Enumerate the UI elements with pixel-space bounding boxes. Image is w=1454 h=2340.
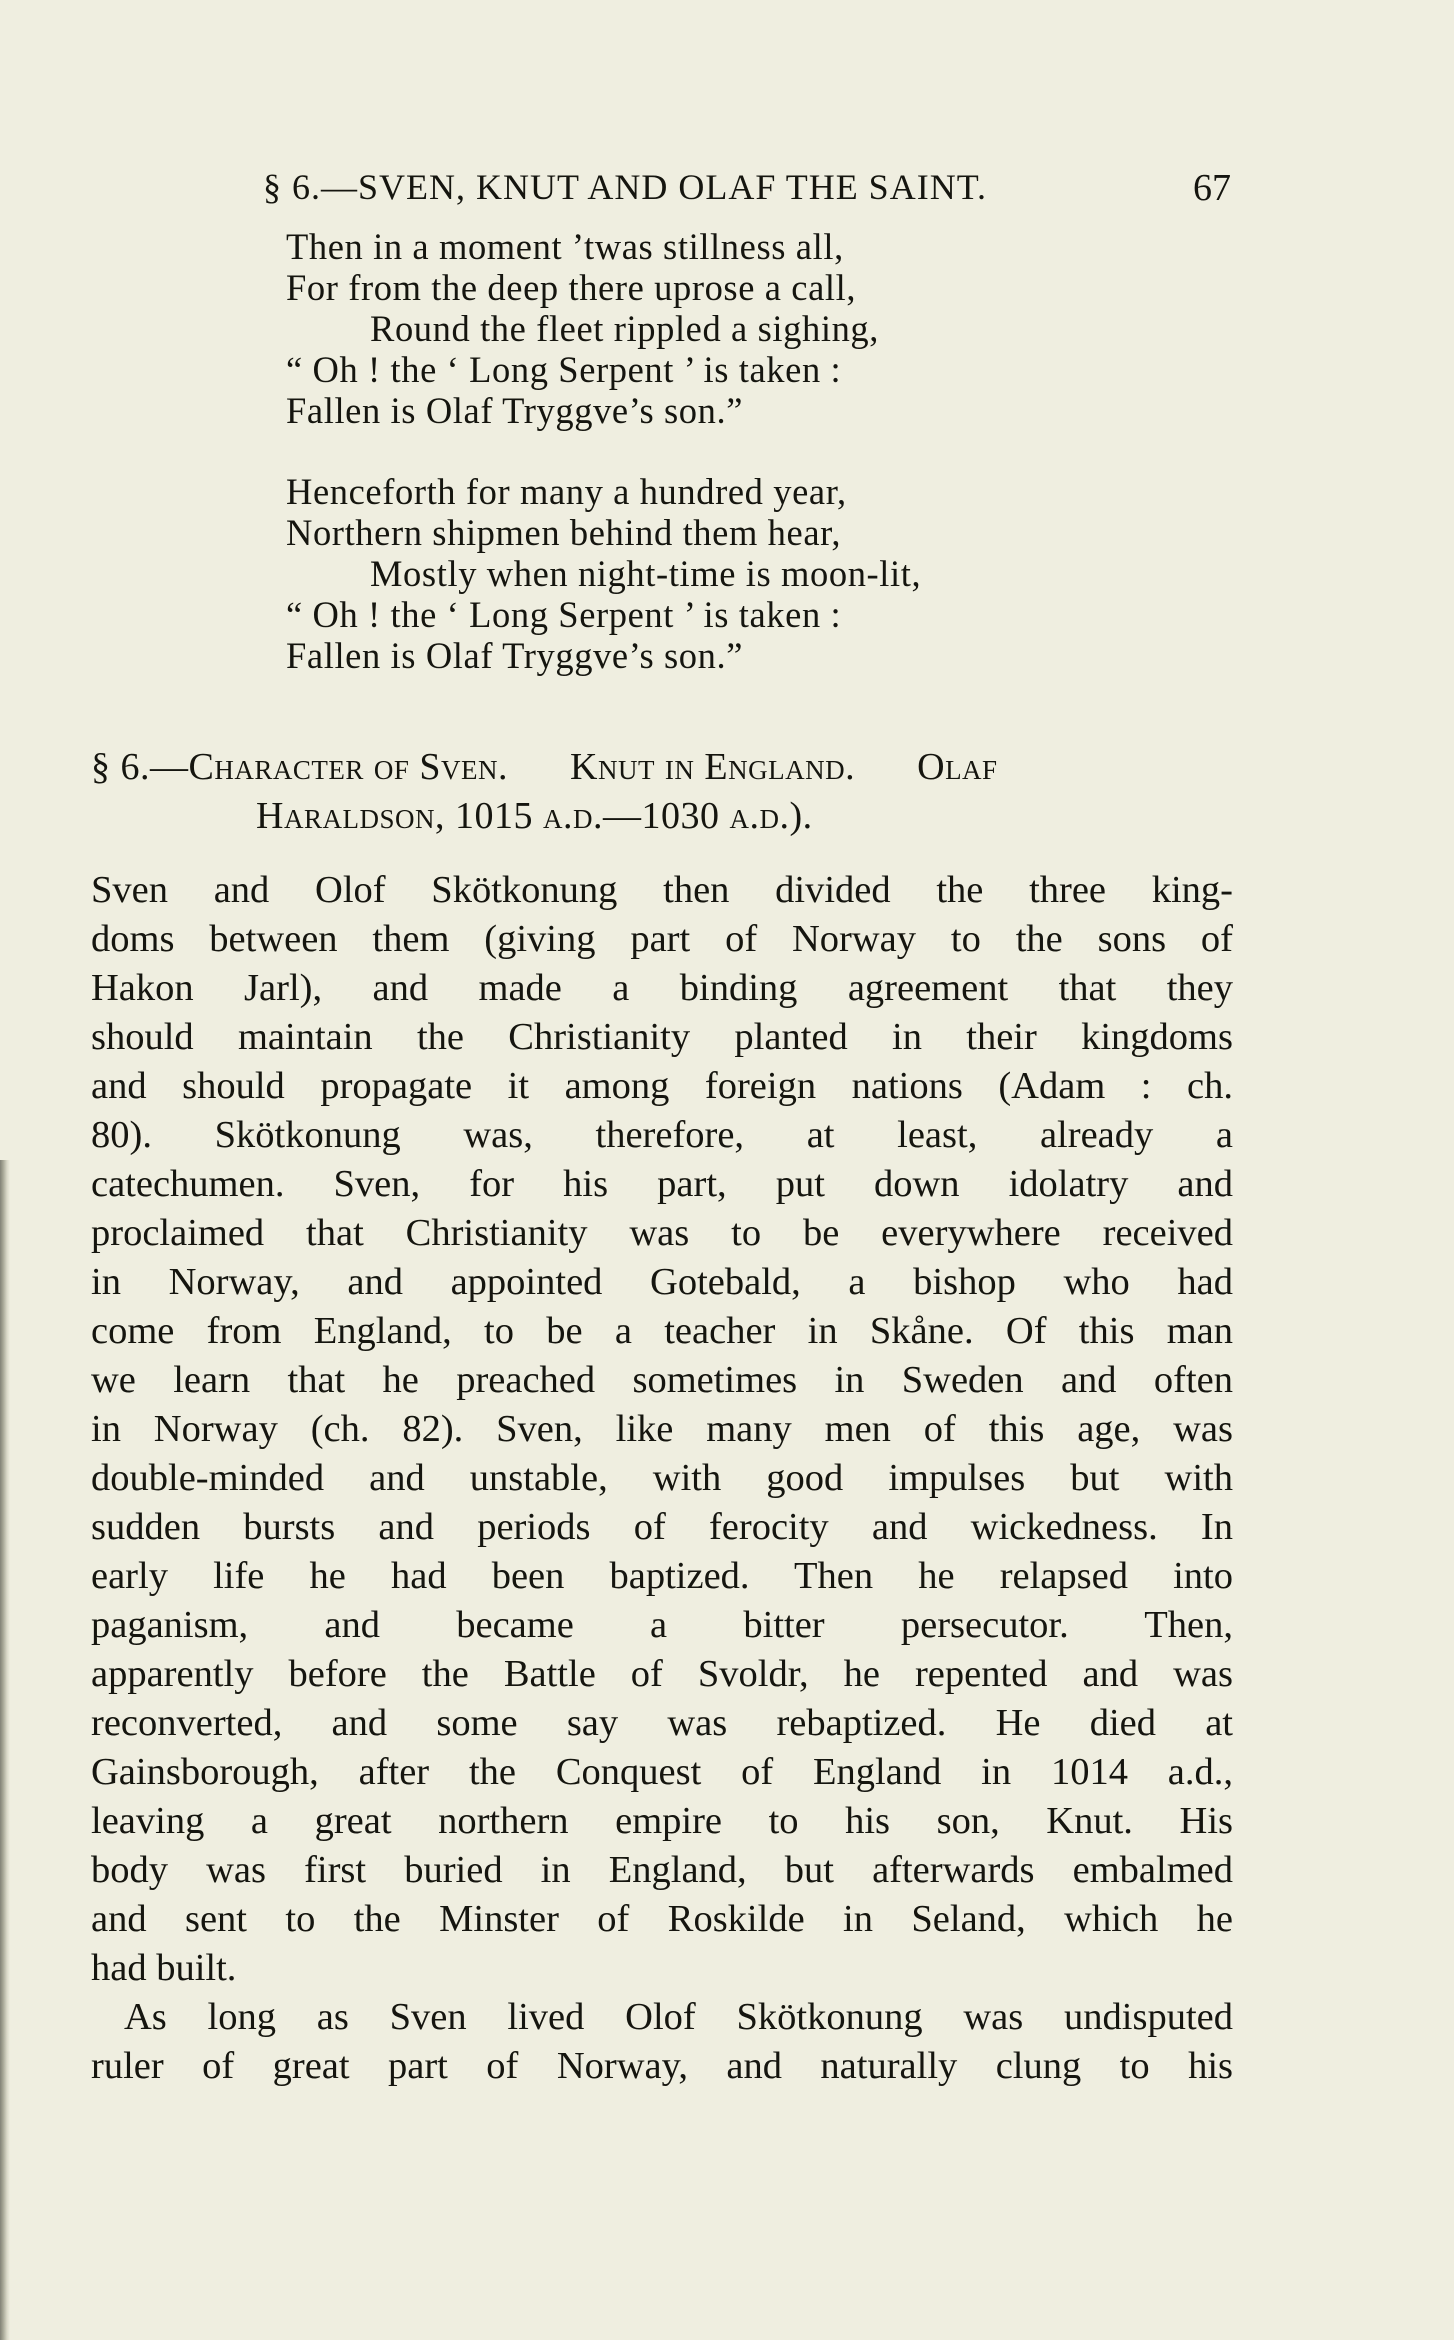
text-line: leaving a great northern empire to his son, Knut. His (91, 1800, 1233, 1842)
poem-line: “ Oh ! the ‘ Long Serpent ’ is taken : (286, 594, 842, 635)
poem-line: Round the fleet rippled a sighing, (370, 308, 879, 349)
section-title-part: Olaf (917, 746, 998, 788)
text-line: and should propagate it among foreign nations (Adam : ch. (91, 1065, 1233, 1107)
page-number: 67 (1193, 167, 1231, 209)
paragraph (91, 1993, 1233, 2091)
section-heading (91, 743, 1231, 841)
section-title-part: Character of Sven. (188, 746, 508, 788)
text-line: should maintain the Christianity planted in their kingdoms (91, 1016, 1233, 1058)
text-line: Gainsborough, after the Conquest of England in 1014 a.d., (91, 1751, 1233, 1793)
poem-line: Fallen is Olaf Tryggve’s son.” (286, 635, 744, 676)
text-line: body was first buried in England, but afterwards embalmed (91, 1849, 1233, 1891)
text-line: come from England, to be a teacher in Skåne. Of this man (91, 1310, 1233, 1352)
poem-line: Henceforth for many a hundred year, (286, 471, 847, 512)
text-line: ruler of great part of Norway, and naturally clung to his (91, 2045, 1233, 2087)
poem-line: For from the deep there uprose a call, (286, 267, 857, 308)
text-line: and sent to the Minster of Roskilde in Seland, which he (91, 1898, 1233, 1940)
text-line: paganism, and became a bitter persecutor. Then, (91, 1604, 1233, 1646)
text-line: Sven and Olof Skötkonung then divided the three king- (91, 869, 1233, 911)
text-line: sudden bursts and periods of ferocity and wickedness. In (91, 1506, 1233, 1548)
text-line: reconverted, and some say was rebaptized. He died at (91, 1702, 1233, 1744)
poem-line: “ Oh ! the ‘ Long Serpent ’ is taken : (286, 349, 842, 390)
text-line: we learn that he preached sometimes in Sweden and often (91, 1359, 1233, 1401)
text-line: As long as Sven lived Olof Skötkonung was undisputed (124, 1996, 1233, 2038)
poem-stanza (286, 226, 921, 431)
text-line: in Norway (ch. 82). Sven, like many men of this age, was (91, 1408, 1233, 1450)
text-line: catechumen. Sven, for his part, put down idolatry and (91, 1163, 1233, 1205)
running-head: § 6.—SVEN, KNUT AND OLAF THE SAINT. (263, 167, 988, 207)
text-line: double-minded and unstable, with good impulses but with (91, 1457, 1233, 1499)
section-number: § 6.— (91, 746, 189, 788)
text-line: Hakon Jarl), and made a binding agreement that they (91, 967, 1233, 1009)
poem-stanza (286, 471, 921, 676)
section-heading-line (91, 792, 1231, 841)
poem-line: Fallen is Olaf Tryggve’s son.” (286, 390, 744, 431)
section-title-part: Knut in England. (570, 746, 856, 788)
section-dates: 1015 a.d.—1030 a.d.). (454, 795, 813, 837)
poem-line: Northern shipmen behind them hear, (286, 512, 842, 553)
poem-line: Mostly when night-time is moon-lit, (370, 553, 922, 594)
poem-line: Then in a moment ’twas stillness all, (286, 226, 844, 267)
text-line: doms between them (giving part of Norway to the sons of (91, 918, 1233, 960)
body-text (91, 866, 1233, 2091)
text-line: early life he had been baptized. Then he relapsed into (91, 1555, 1233, 1597)
text-line: 80). Skötkonung was, therefore, at least, already a (91, 1114, 1233, 1156)
text-line: proclaimed that Christianity was to be everywhere received (91, 1212, 1233, 1254)
poem (286, 226, 921, 676)
section-title-part: Haraldson, (256, 795, 445, 837)
page-edge-shadow (0, 1160, 10, 2340)
text-line: apparently before the Battle of Svoldr, he repented and was (91, 1653, 1233, 1695)
text-line: had built. (91, 1947, 237, 1989)
paragraph (91, 866, 1233, 1993)
section-heading-line (91, 743, 1231, 792)
text-line: in Norway, and appointed Gotebald, a bishop who had (91, 1261, 1233, 1303)
